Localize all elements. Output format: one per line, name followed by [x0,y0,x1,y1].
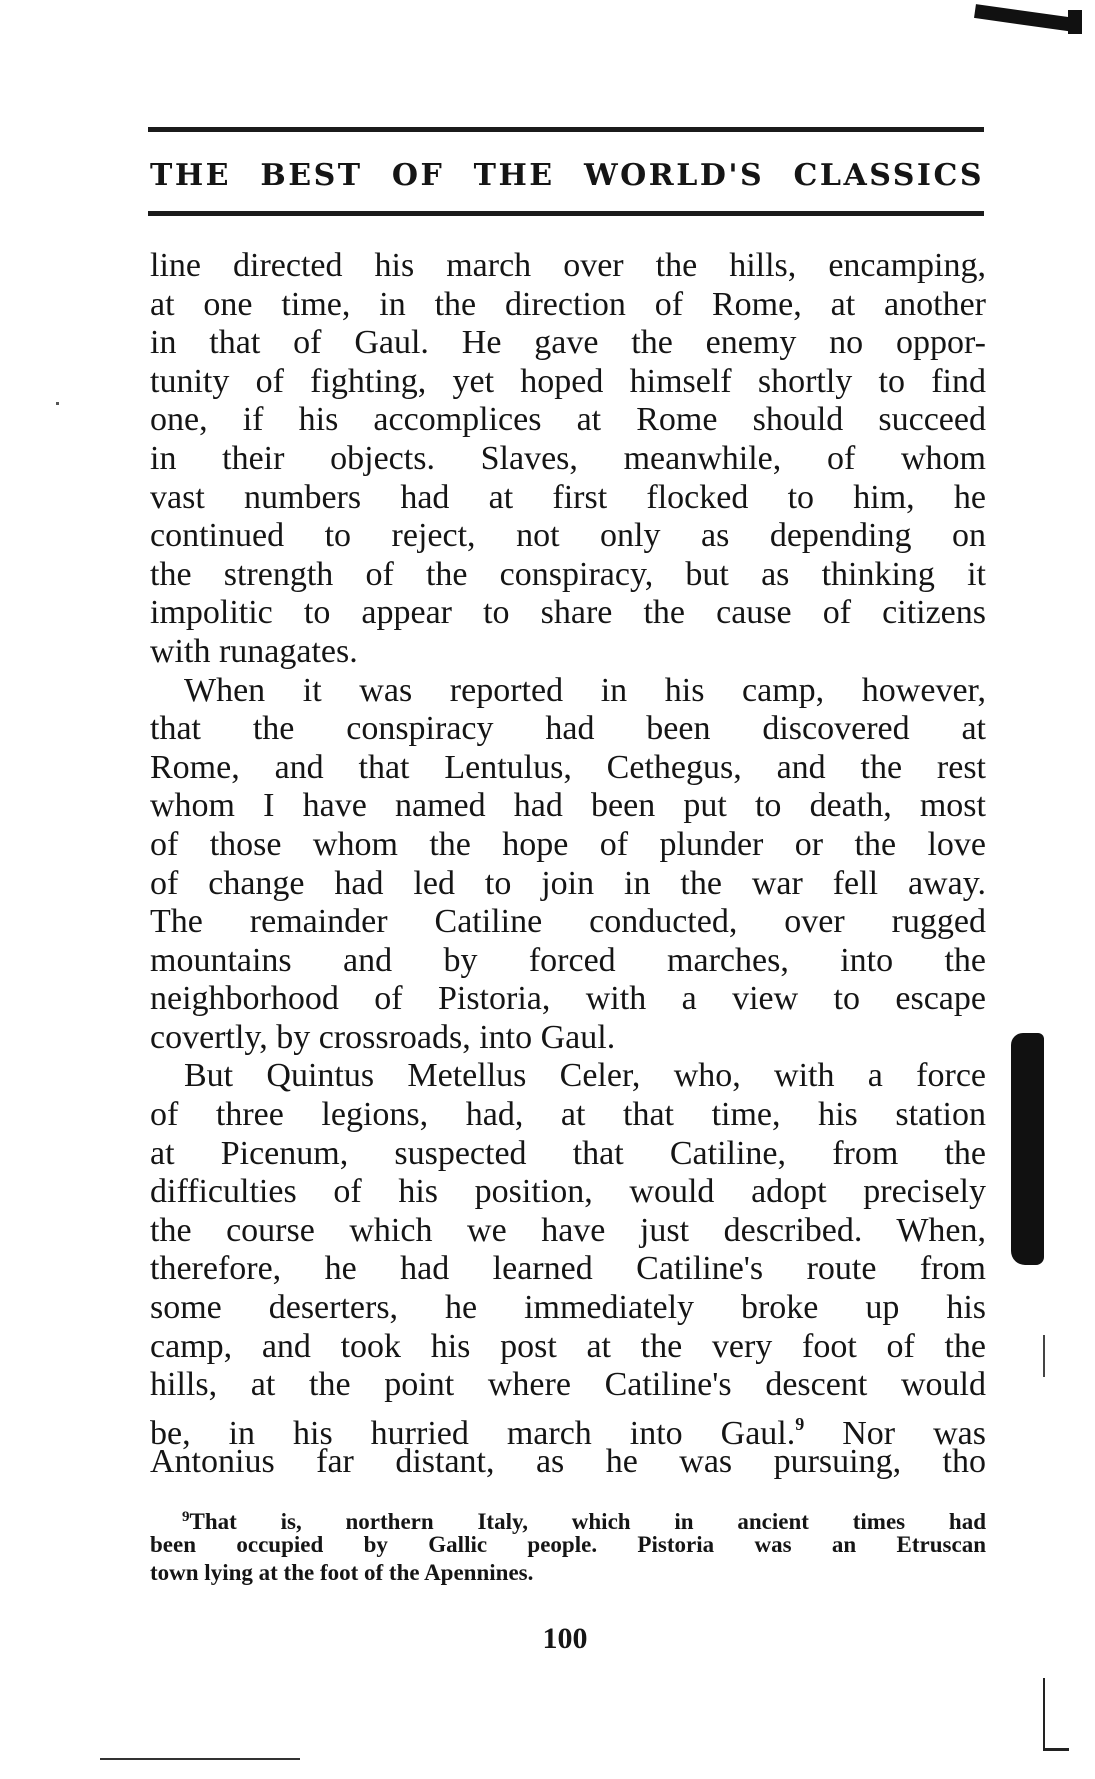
scan-corner-tip [1068,10,1082,34]
text-line: neighborhood of Pistoria, with a view to escape [150,980,986,1018]
text-line: one, if his accomplices at Rome should succeed [150,401,986,439]
text-line: of change had led to join in the war fell away. [150,864,986,902]
text-line-part: Nor was [842,1414,986,1452]
text-line: tunity of fighting, yet hoped himself shortly to find [150,362,986,400]
text-line: whom I have named had been put to death, most [150,787,986,825]
text-line: the strength of the conspiracy, but as thinking it [150,555,986,593]
footnote-marker: 9 [182,1509,190,1525]
text-line: Rome, and that Lentulus, Cethegus, and the rest [150,748,986,786]
text-line: impolitic to appear to share the cause of citizens [150,594,986,632]
text-line: continued to reject, not only as depending on [150,517,986,555]
scan-margin-tick [1043,1335,1045,1377]
text-line: in their objects. Slaves, meanwhile, of whom [150,439,986,477]
text-line: of three legions, had, at that time, his station [150,1096,986,1134]
footnote-line: town lying at the foot of the Apennines. [150,1560,534,1585]
footnote [150,1503,986,1587]
text-line-part: be, in his hurried march into Gaul. [150,1414,796,1452]
body-text [150,247,986,1482]
scan-bottom-line [100,1758,300,1760]
scan-corner-mark [974,4,1079,32]
text-line: at one time, in the direction of Rome, at another [150,285,986,323]
scan-margin-tick [1043,1678,1045,1750]
text-line: with runagates. [150,632,358,670]
text-line: that the conspiracy had been discovered at [150,710,986,748]
text-line: camp, and took his post at the very foot of the [150,1327,986,1365]
text-line: vast numbers had at first flocked to him, he [150,478,986,516]
text-line: mountains and by forced marches, into the [150,941,986,979]
header-rule-bottom [148,211,984,216]
scan-thumb-edge [1011,1033,1044,1265]
header-rule-top [148,127,984,132]
text-line: hills, at the point where Catiline's descent would [150,1366,986,1404]
text-line: line directed his march over the hills, encamping, [150,247,986,284]
scan-margin-tick [1043,1748,1069,1751]
text-line: The remainder Catiline conducted, over rugged [150,903,986,941]
footnote-ref: 9 [795,1413,805,1434]
page-number: 100 [542,1622,588,1655]
text-line: difficulties of his position, would adopt precisely [150,1173,986,1211]
text-line: therefore, he had learned Catiline's route from [150,1250,986,1288]
footnote-text: That is, northern Italy, which in ancient times had [189,1509,986,1534]
paragraph-start: When it was reported in his camp, however, [184,671,986,709]
text-line: Antonius far distant, as he was pursuing, tho [150,1443,986,1481]
text-line: of those whom the hope of plunder or the love [150,825,986,863]
text-line: at Picenum, suspected that Catiline, from the [150,1134,986,1172]
text-line: some deserters, he immediately broke up his [150,1289,986,1327]
scan-speck [56,402,59,405]
text-line-with-note [150,1405,986,1452]
text-line: the course which we have just described. When, [150,1211,986,1249]
text-line: covertly, by crossroads, into Gaul. [150,1018,616,1056]
footnote-line [150,1503,986,1534]
running-head: THE BEST OF THE WORLD'S CLASSICS [150,158,984,193]
text-line: in that of Gaul. He gave the enemy no oppor- [150,324,986,362]
paragraph-start: But Quintus Metellus Celer, who, with a force [184,1057,986,1095]
footnote-line: been occupied by Gallic people. Pistoria was an Etruscan [150,1532,986,1557]
